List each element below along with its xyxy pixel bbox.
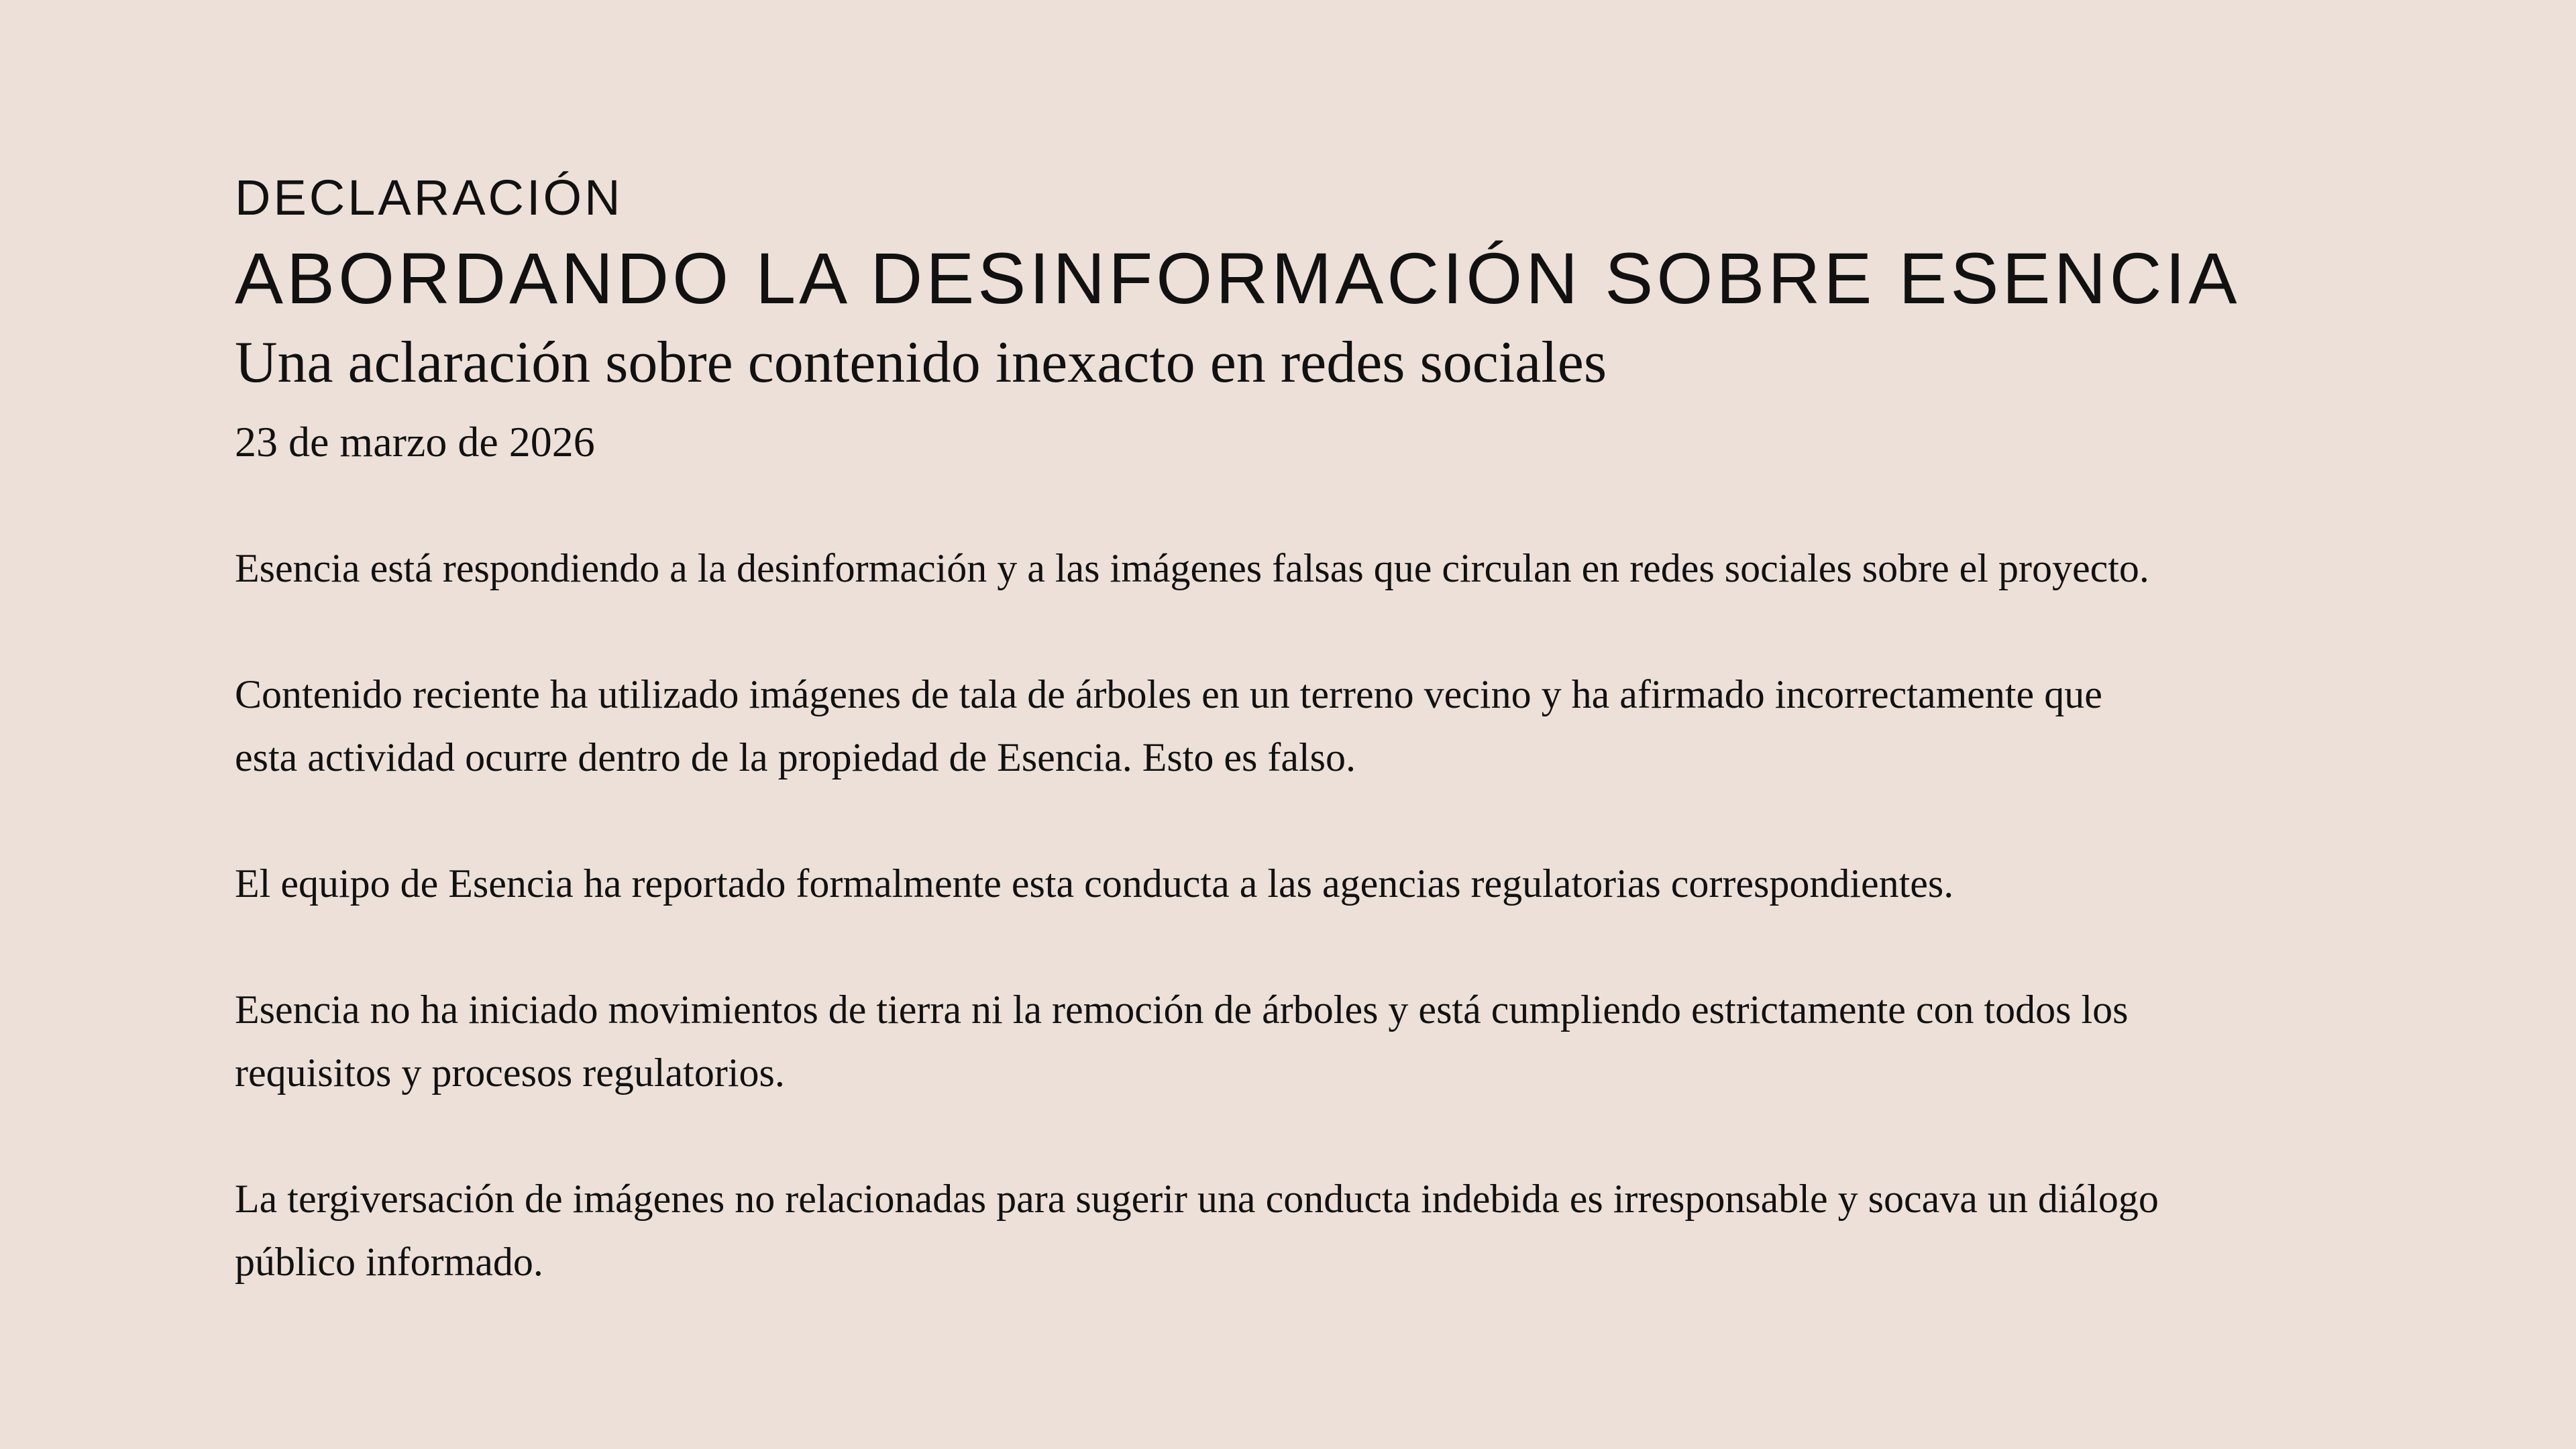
- subtitle: Una aclaración sobre contenido inexacto en redes sociales: [235, 330, 1607, 395]
- page-title: ABORDANDO LA DESINFORMACIÓN SOBRE ESENCIA: [235, 237, 2241, 319]
- paragraph: [235, 663, 2159, 789]
- paragraph-line: Esencia no ha iniciado movimientos de tierra ni la remoción de árboles y está cumpliendo estrictamente con todos los: [235, 987, 2129, 1032]
- eyebrow-label: DECLARACIÓN: [235, 170, 623, 225]
- paragraph: [235, 1167, 2159, 1293]
- paragraph: [235, 852, 2159, 915]
- paragraph-line: esta actividad ocurre dentro de la propiedad de Esencia. Esto es falso.: [235, 735, 1356, 780]
- paragraph-line: Esencia está respondiendo a la desinformación y a las imágenes falsas que circulan en redes sociales sobre el proyecto.: [235, 546, 2149, 590]
- paragraph-line: público informado.: [235, 1240, 543, 1284]
- paragraph: [235, 537, 2159, 600]
- paragraph-line: La tergiversación de imágenes no relacionadas para sugerir una conducta indebida es irresponsable y socava un diálogo: [235, 1177, 2159, 1221]
- paragraph-line: requisitos y procesos regulatorios.: [235, 1051, 785, 1095]
- paragraph-line: Contenido reciente ha utilizado imágenes de tala de árboles en un terreno vecino y ha afirmado incorrectamente que: [235, 672, 2102, 716]
- publish-date: 23 de marzo de 2026: [235, 418, 595, 466]
- paragraph: [235, 978, 2159, 1104]
- paragraph-line: El equipo de Esencia ha reportado formalmente esta conducta a las agencias regulatorias correspondientes.: [235, 861, 1954, 906]
- statement-body: [235, 537, 2159, 1356]
